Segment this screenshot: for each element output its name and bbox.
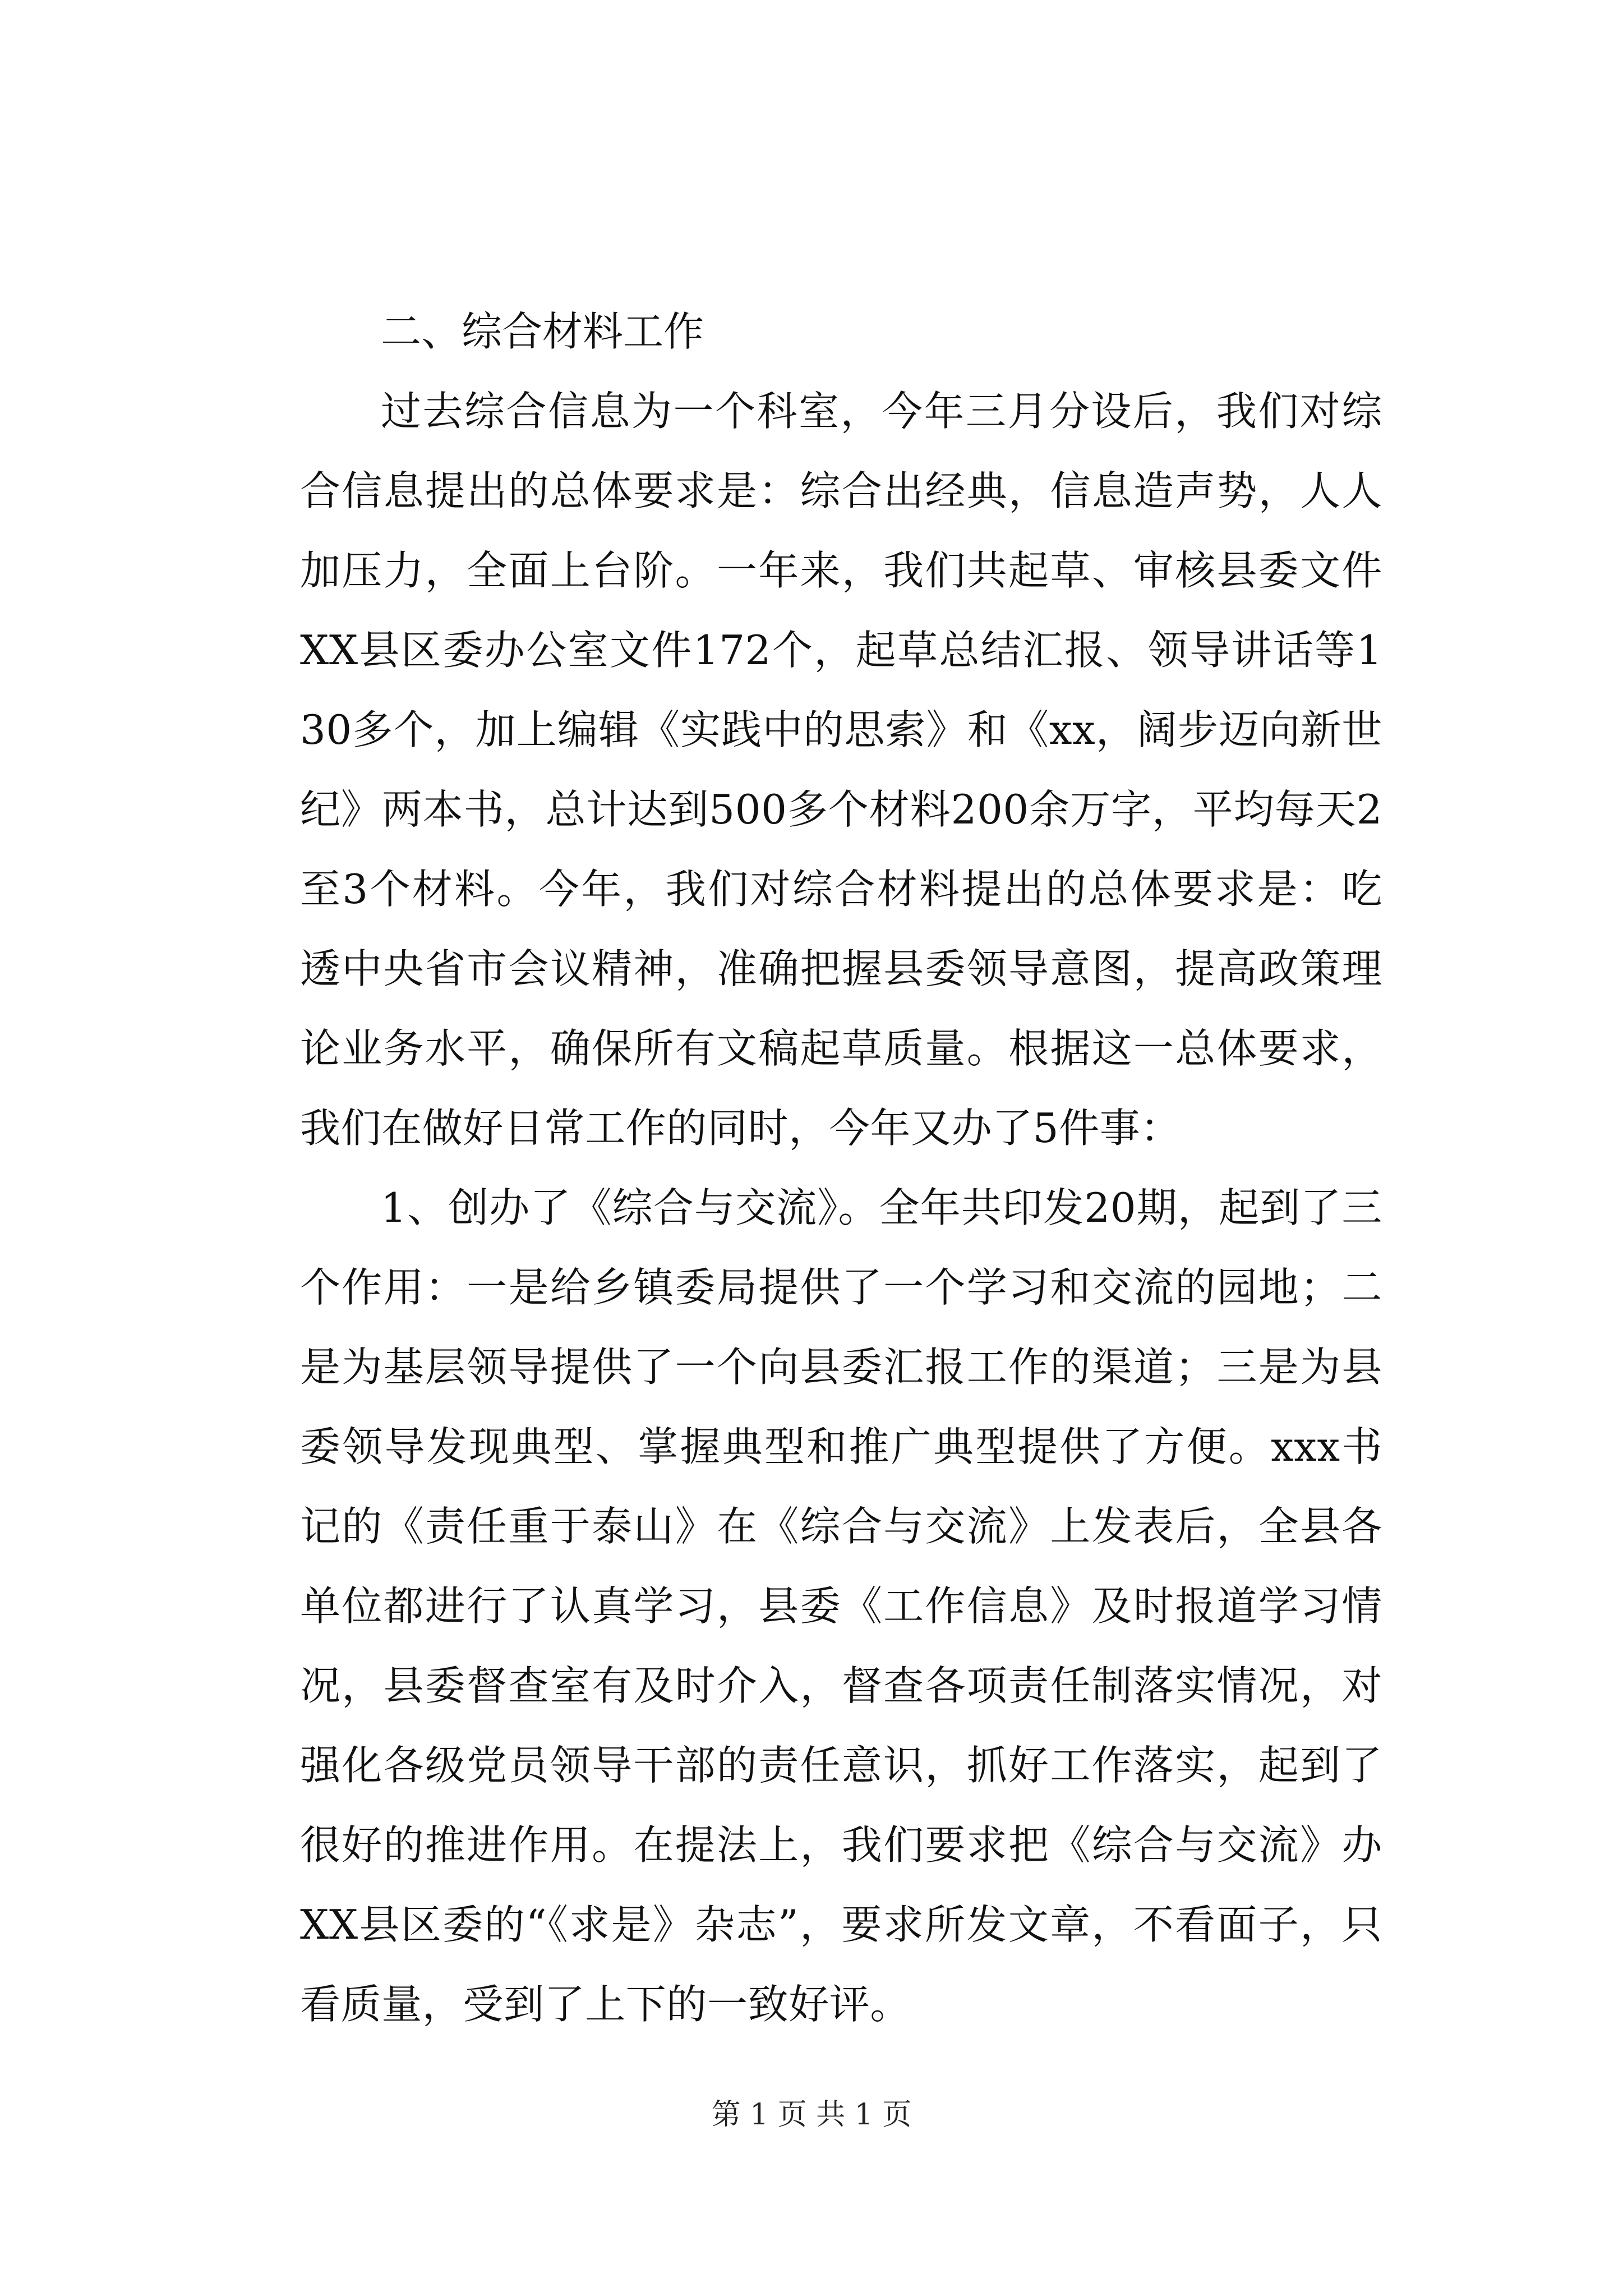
paragraph-overview: 过去综合信息为一个科室，今年三月分设后，我们对综合信息提出的总体要求是：综合出经典，信息造声势，人人加压力，全面上台阶。一年来，我们共起草、审核县委文件XX县区委办公室文件172个，起草总结汇报、领导讲话等130多个，加上编辑《实践中的思索》和《xx，阔步迈向新世纪》两本书，总计达到500多个材料200余万字，平均每天2至3个材料。今年，我们对综合材料提出的总体要求是：吃透中央省市会议精神，准确把握县委领导意图，提高政策理论业务水平，确保所有文稿起草质量。根据这一总体要求，我们在做好日常工作的同时，今年又办了5件事： (300, 388, 1382, 1152)
document-body (300, 292, 1382, 2044)
page-footer: 第 1 页 共 1 页 (711, 2098, 912, 2132)
paragraph-item-1: 1、创办了《综合与交流》。全年共印发20期，起到了三个作用：一是给乡镇委局提供了一个学习和交流的园地；二是为基层领导提供了一个向县委汇报工作的渠道；三是为县委领导发现典型、掌握典型和推广典型提供了方便。xxx书记的《责任重于泰山》在《综合与交流》上发表后，全县各单位都进行了认真学习，县委《工作信息》及时报道学习情况，县委督查室有及时介入，督查各项责任制落实情况，对强化各级党员领导干部的责任意识，抓好工作落实，起到了很好的推进作用。在提法上，我们要求把《综合与交流》办XX县区委的“《求是》杂志”，要求所发文章，不看面子，只看质量，受到了上下的一致好评。 (300, 1184, 1382, 2028)
section-heading: 二、综合材料工作 (381, 308, 704, 355)
